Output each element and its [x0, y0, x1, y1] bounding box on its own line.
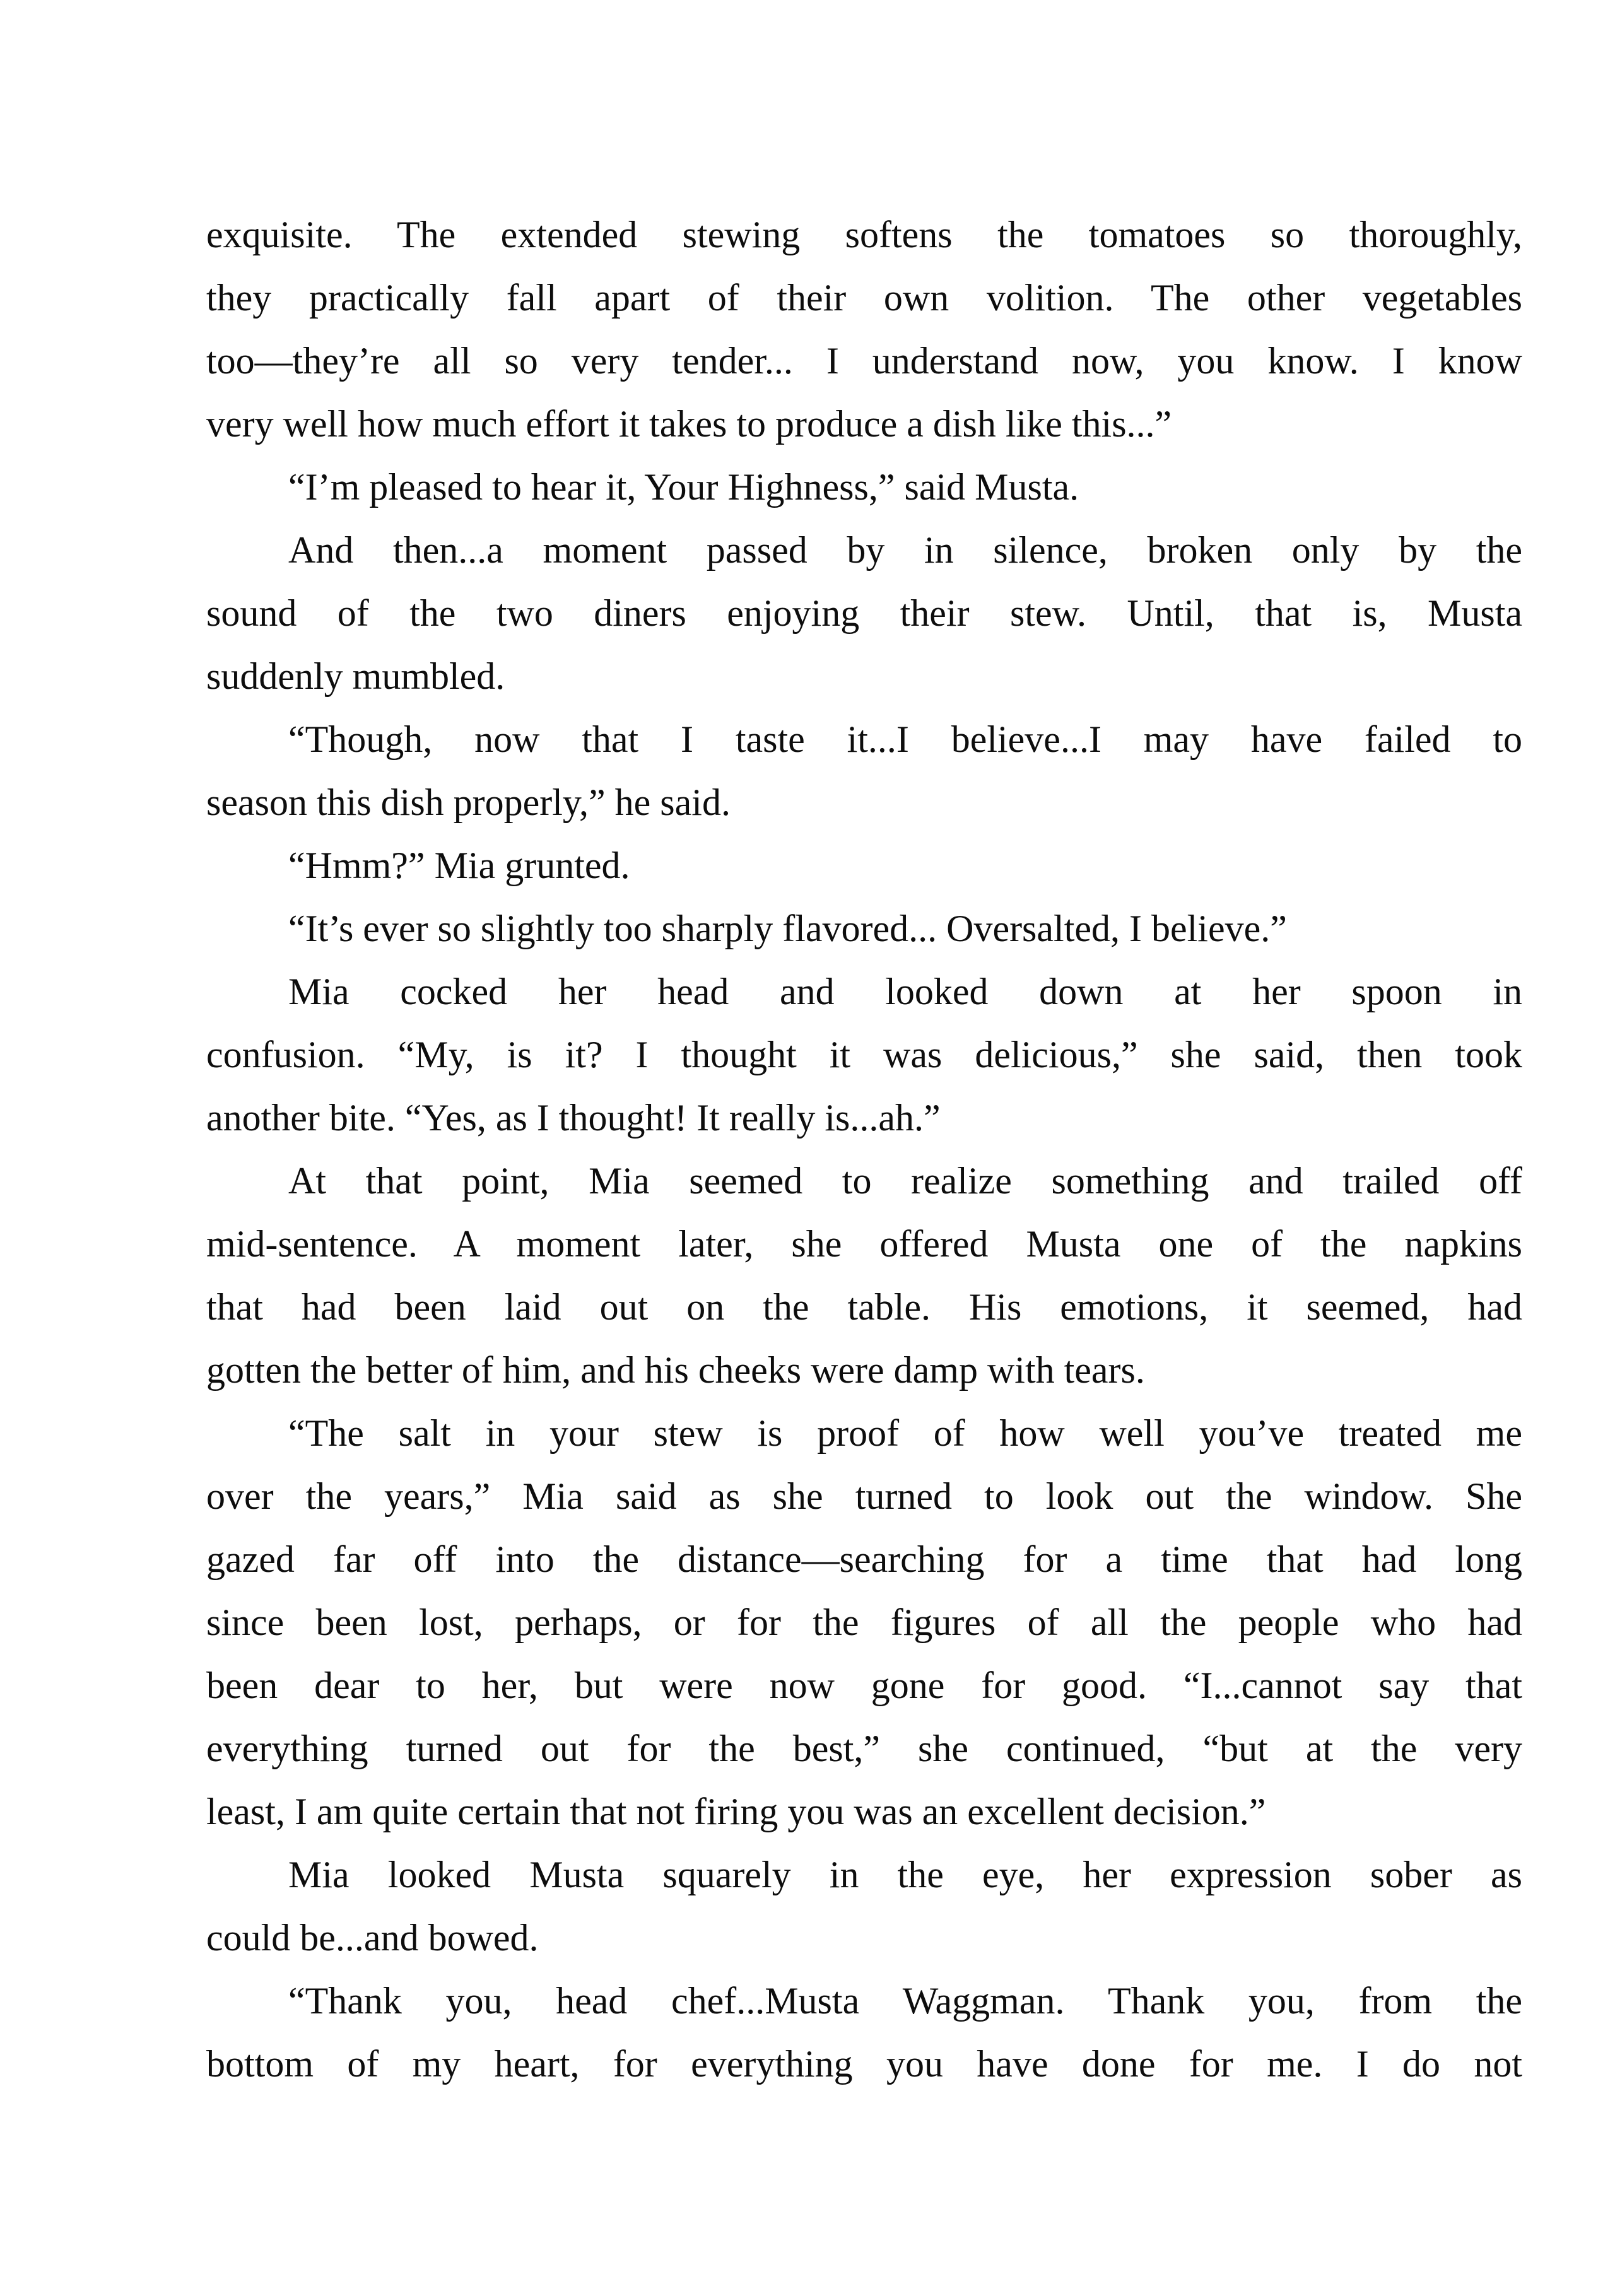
- text-line: “The salt in your stew is proof of how well you’ve treated me: [288, 1412, 1522, 1454]
- text-line: confusion. “My, is it? I thought it was delicious,” she said, then took: [206, 1034, 1522, 1075]
- text-line: least, I am quite certain that not firing you was an excellent decision.”: [206, 1791, 1266, 1832]
- text-line: too—they’re all so very tender... I understand now, you know. I know: [206, 340, 1522, 382]
- text-line: could be...and bowed.: [206, 1917, 539, 1959]
- text-line: gazed far off into the distance—searching for a time that had long: [206, 1538, 1522, 1580]
- text-line: “Though, now that I taste it...I believe...I may have failed to: [288, 718, 1522, 760]
- text-line: “It’s ever so slightly too sharply flavored... Oversalted, I believe.”: [288, 908, 1287, 949]
- text-line: they practically fall apart of their own volition. The other vegetables: [206, 277, 1522, 319]
- text-line: sound of the two diners enjoying their stew. Until, that is, Musta: [206, 592, 1522, 634]
- text-line: “Thank you, head chef...Musta Waggman. Thank you, from the: [288, 1980, 1522, 2022]
- text-line: mid-sentence. A moment later, she offered Musta one of the napkins: [206, 1223, 1522, 1265]
- text-line: Mia cocked her head and looked down at her spoon in: [288, 971, 1522, 1012]
- text-line: that had been laid out on the table. His emotions, it seemed, had: [206, 1286, 1522, 1328]
- text-line: And then...a moment passed by in silence, broken only by the: [288, 529, 1522, 571]
- text-line: been dear to her, but were now gone for good. “I...cannot say that: [206, 1665, 1522, 1706]
- text-line: very well how much effort it takes to produce a dish like this...”: [206, 403, 1172, 445]
- text-line: bottom of my heart, for everything you have done for me. I do not: [206, 2043, 1522, 2085]
- text-line: everything turned out for the best,” she continued, “but at the very: [206, 1728, 1522, 1769]
- text-line: season this dish properly,” he said.: [206, 782, 731, 823]
- text-line: gotten the better of him, and his cheeks were damp with tears.: [206, 1349, 1145, 1391]
- text-line: “I’m pleased to hear it, Your Highness,” said Musta.: [288, 466, 1079, 508]
- text-line: over the years,” Mia said as she turned to look out the window. She: [206, 1475, 1522, 1517]
- text-line: since been lost, perhaps, or for the figures of all the people who had: [206, 1602, 1522, 1643]
- text-line: At that point, Mia seemed to realize something and trailed off: [288, 1160, 1522, 1202]
- text-line: Mia looked Musta squarely in the eye, her expression sober as: [288, 1854, 1522, 1895]
- text-line: “Hmm?” Mia grunted.: [288, 845, 630, 886]
- page-text: [206, 203, 1522, 2095]
- text-line: another bite. “Yes, as I thought! It really is...ah.”: [206, 1097, 941, 1139]
- text-line: exquisite. The extended stewing softens the tomatoes so thoroughly,: [206, 214, 1522, 255]
- text-line: suddenly mumbled.: [206, 655, 505, 697]
